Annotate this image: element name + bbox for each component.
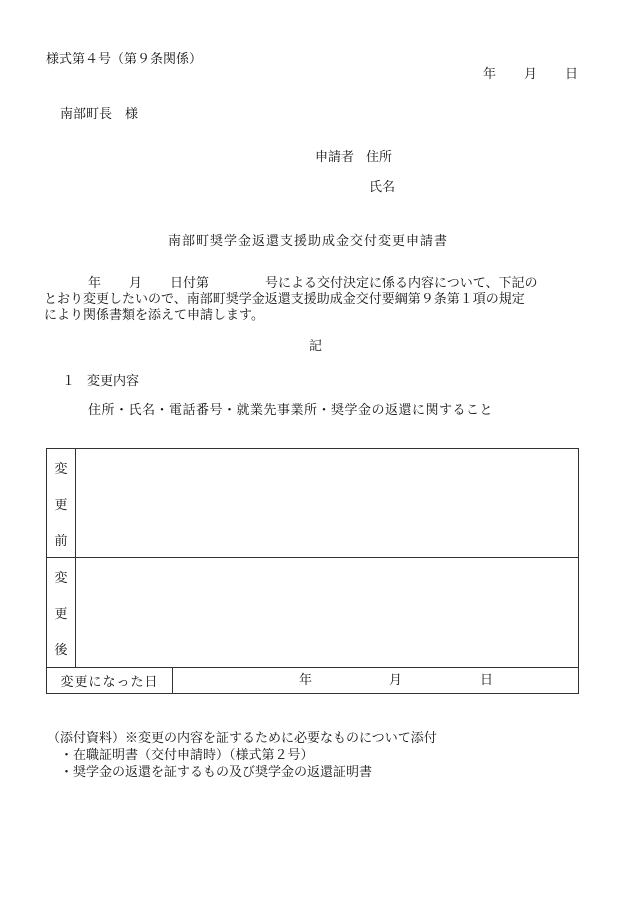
before-char: 変 (54, 461, 68, 477)
body-month: 月 (129, 276, 143, 291)
changed-day: 日 (480, 673, 494, 688)
before-row (47, 449, 578, 558)
section1-number: １ (62, 374, 76, 389)
attachment-item: ・奨学金の返還を証するもの及び奨学金の返還証明書 (60, 765, 373, 780)
body-year: 年 (88, 276, 102, 291)
attachments-heading: （添付資料）※変更の内容を証するために必要なものについて添付 (47, 731, 437, 746)
body-line-3: により関係書類を添えて申請します。 (44, 308, 264, 323)
change-table (46, 448, 579, 694)
after-char: 変 (54, 570, 68, 586)
body-line-1 (88, 276, 538, 292)
changed-month: 月 (389, 673, 403, 688)
body-line-1-rest: 号による交付決定に係る内容について、下記の (265, 276, 538, 291)
before-char: 更 (54, 497, 68, 513)
section1-detail: 住所・氏名・電話番号・就業先事業所・奨学金の返還に関すること (88, 403, 494, 418)
date-day: 日 (565, 67, 579, 82)
changed-date-row (47, 668, 578, 693)
body-line-2: とおり変更したいので、南部町奨学金返還支援助成金交付要綱第９条第１項の規定 (44, 292, 525, 307)
applicant-address (315, 150, 392, 166)
changed-date-value (172, 668, 578, 693)
document-title: 南部町奨学金返還支援助成金交付変更申請書 (168, 234, 449, 249)
section1-title: 変更内容 (87, 374, 140, 389)
applicant-name-label: 氏名 (369, 180, 396, 195)
form-number: 様式第４号（第９条関係） (46, 52, 203, 67)
changed-date-label: 変更になった日 (47, 668, 173, 693)
address-label: 住所 (366, 150, 393, 165)
addressee: 南部町長 様 (60, 107, 139, 122)
body-day-date: 日付第 (170, 276, 210, 291)
date-month: 月 (524, 67, 538, 82)
attachment-item: ・在職証明書（交付申請時）（様式第２号） (60, 748, 314, 763)
changed-year: 年 (299, 673, 313, 688)
ki-heading: 記 (309, 339, 323, 354)
after-char: 後 (54, 643, 68, 659)
after-label (47, 558, 76, 667)
after-row (47, 558, 578, 668)
applicant-label: 申請者 (315, 150, 355, 165)
section1-heading (62, 374, 139, 390)
before-char: 前 (54, 533, 68, 549)
after-char: 更 (54, 606, 68, 622)
before-label (47, 449, 76, 557)
header-date (483, 67, 578, 83)
date-year: 年 (483, 67, 497, 82)
